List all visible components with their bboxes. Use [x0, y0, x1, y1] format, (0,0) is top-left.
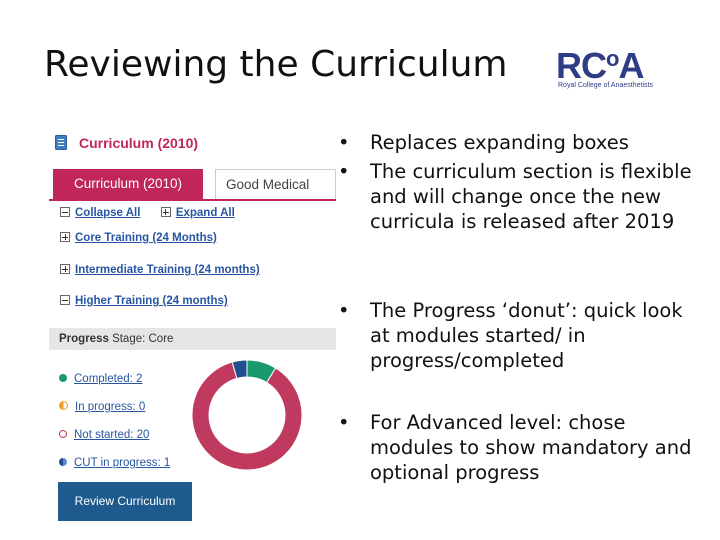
- collapse-icon[interactable]: [60, 207, 70, 217]
- expand-icon[interactable]: [60, 264, 70, 274]
- expand-all-link[interactable]: Expand All: [175, 207, 235, 219]
- curriculum-title: Curriculum (2010): [79, 135, 199, 151]
- legend-label[interactable]: In progress: 0: [75, 401, 146, 413]
- tree-item-label[interactable]: Core Training (24 Months): [75, 232, 217, 244]
- tree-item-core-training[interactable]: [60, 232, 217, 244]
- progress-donut-chart: [189, 357, 305, 473]
- tree-item-intermediate-training[interactable]: [60, 264, 260, 276]
- tree-item-label[interactable]: Higher Training (24 months): [75, 295, 228, 307]
- bullet-marker: •: [338, 131, 350, 154]
- logo-subtitle: Royal College of Anaesthetists: [558, 82, 653, 89]
- bullet-marker: •: [338, 299, 350, 322]
- legend-completed[interactable]: [59, 373, 142, 385]
- bullet-item: • For Advanced level: chose modules to show mandatory and optional progress: [338, 411, 692, 484]
- collapse-icon[interactable]: [60, 295, 70, 305]
- legend-not-started[interactable]: [59, 429, 149, 441]
- legend-in-progress[interactable]: [59, 401, 145, 413]
- curriculum-screenshot: [49, 127, 336, 530]
- tab-curriculum-2010[interactable]: Curriculum (2010): [53, 169, 203, 199]
- expand-icon[interactable]: [161, 207, 171, 217]
- tree-item-label[interactable]: Intermediate Training (24 months): [75, 264, 260, 276]
- legend-label[interactable]: CUT in progress: 1: [74, 457, 171, 469]
- tree-item-higher-training[interactable]: [60, 295, 228, 307]
- document-icon: [55, 135, 67, 150]
- stage-label: Stage: Core: [112, 333, 174, 345]
- donut-slice-not-started: [192, 362, 302, 470]
- bullet-marker: •: [338, 411, 350, 434]
- legend-cut-in-progress[interactable]: [59, 457, 170, 469]
- logo-wordmark: $RC^oA$: [556, 45, 644, 86]
- progress-label: Progress: [59, 333, 109, 345]
- completed-dot-icon: [59, 374, 67, 382]
- bullet-item: • The curriculum section is flexible and will change once the new curricula is released after 2019: [338, 160, 692, 233]
- cut-dot-icon: [59, 458, 67, 466]
- legend-label[interactable]: Not started: 20: [74, 429, 150, 441]
- tree-controls: [60, 207, 235, 219]
- in-progress-dot-icon: [59, 401, 68, 410]
- collapse-all-link[interactable]: Collapse All: [75, 207, 141, 219]
- tab-good-medical[interactable]: Good Medical: [215, 169, 336, 199]
- bullet-marker: •: [338, 160, 350, 183]
- bullet-item: • The Progress ‘donut’: quick look at modules started/ in progress/completed: [338, 299, 683, 372]
- bullet-item: • Replaces expanding boxes: [338, 131, 629, 154]
- tab-strip: [49, 165, 336, 201]
- not-started-dot-icon: [59, 430, 67, 438]
- curriculum-header: [55, 135, 198, 151]
- review-curriculum-button[interactable]: Review Curriculum: [58, 482, 192, 521]
- progress-header: [49, 328, 336, 350]
- legend-label[interactable]: Completed: 2: [74, 373, 143, 385]
- rcoa-logo: [556, 40, 668, 94]
- slide-title: Reviewing the Curriculum: [44, 44, 508, 85]
- expand-icon[interactable]: [60, 232, 70, 242]
